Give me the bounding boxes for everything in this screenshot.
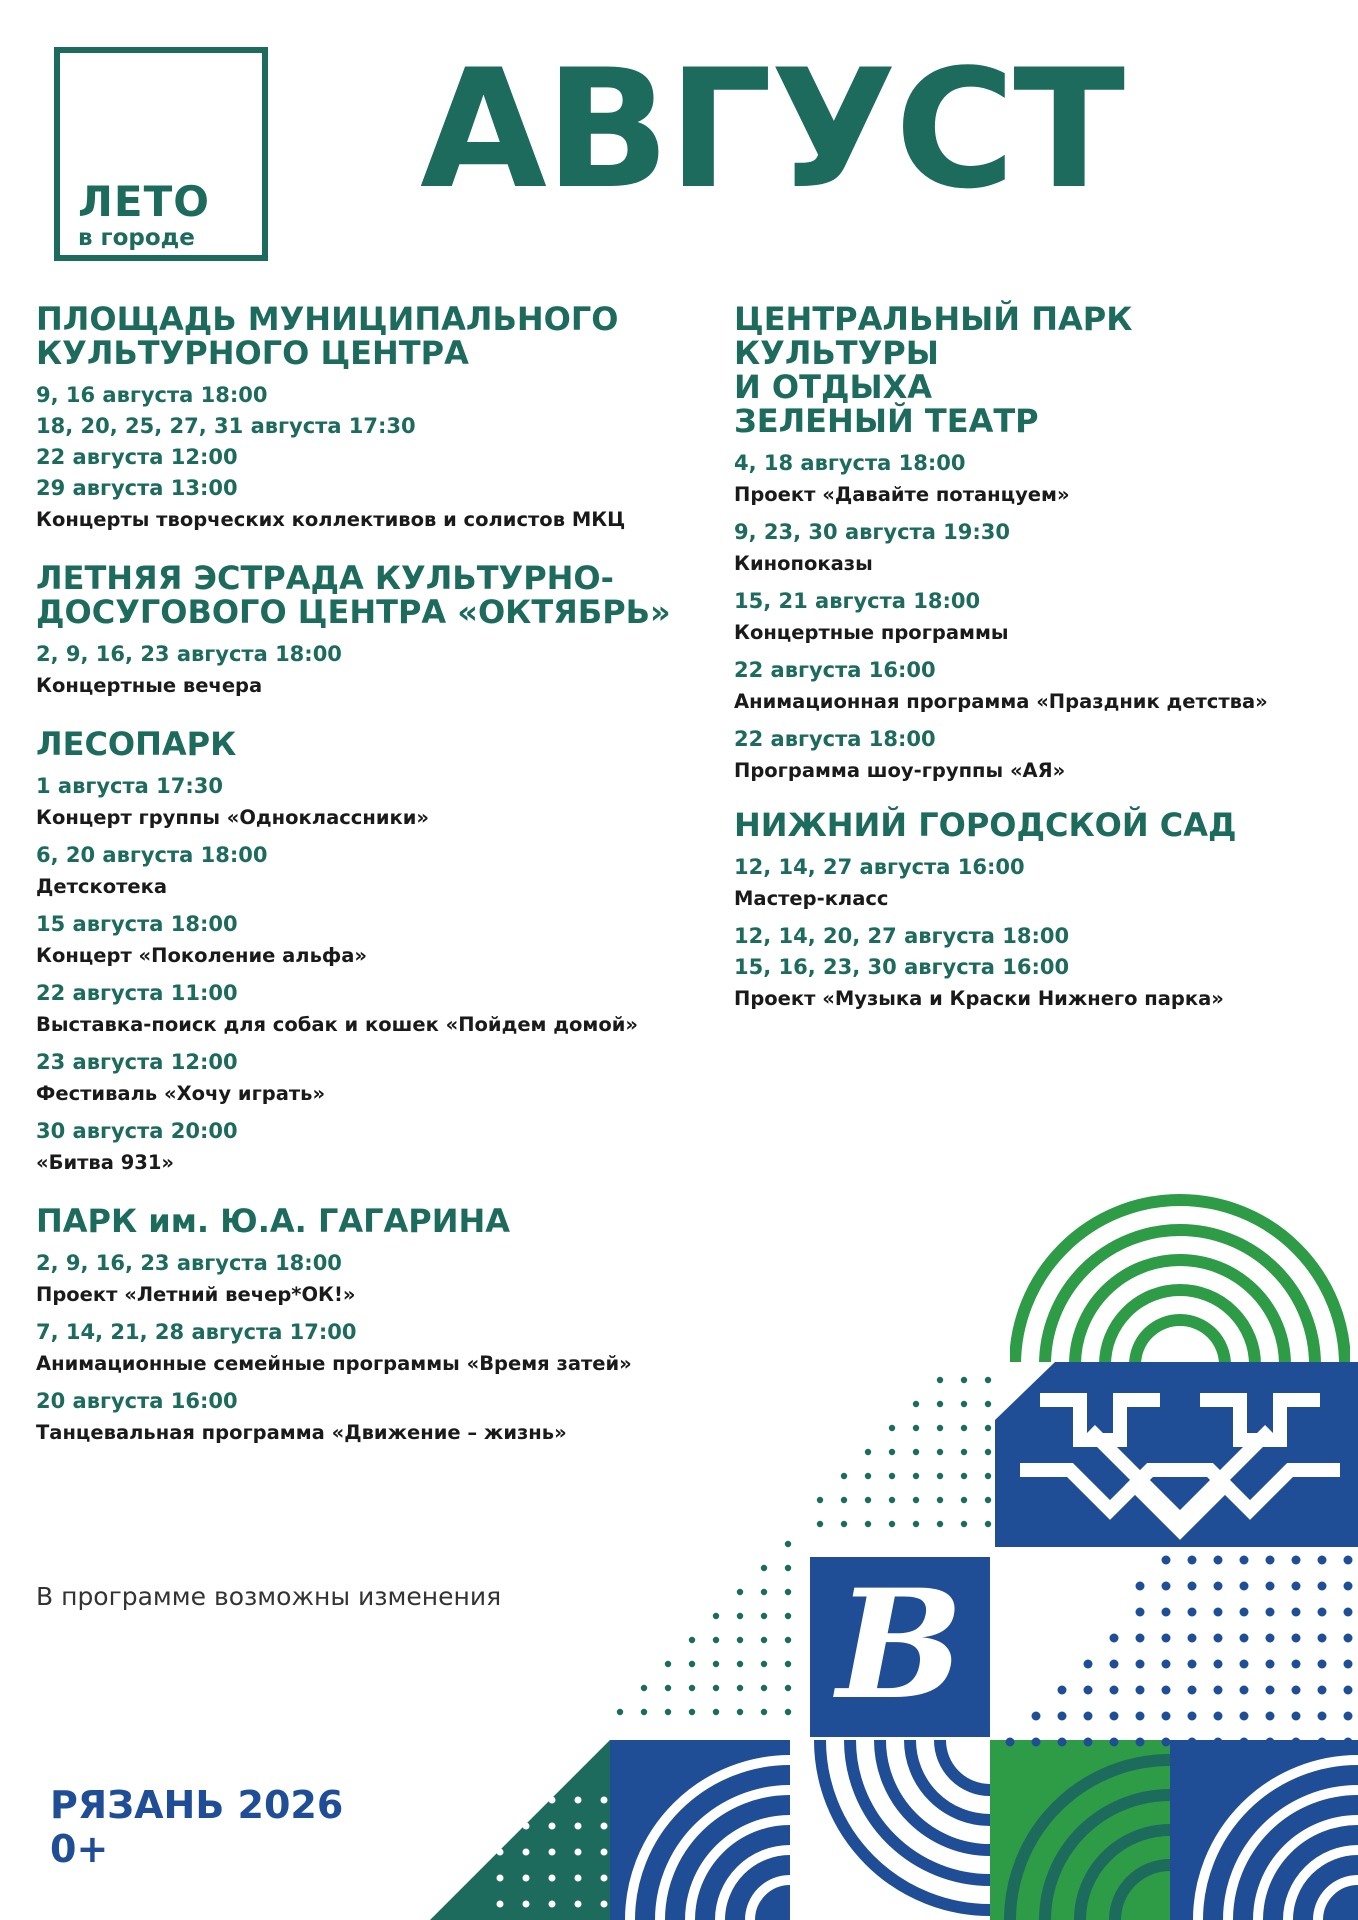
decor-dot	[841, 1473, 847, 1479]
decor-dot	[985, 1497, 991, 1503]
decor-dot	[1162, 1686, 1171, 1695]
decor-dot	[761, 1613, 767, 1619]
decor-dot	[713, 1709, 719, 1715]
decor-dot	[1110, 1660, 1119, 1669]
decor-dot	[937, 1377, 943, 1383]
venue-title-line: ЛЕТНЯЯ ЭСТРАДА КУЛЬТУРНО-	[36, 559, 614, 597]
decor-dot	[985, 1377, 991, 1383]
decor-dot	[575, 1875, 582, 1882]
event-date: 15, 21 августа 18:00	[734, 589, 981, 613]
decor-dot	[1266, 1738, 1275, 1747]
venue-title	[734, 808, 1344, 842]
event-description: Кинопоказы	[734, 552, 873, 575]
event-date: 22 августа 18:00	[734, 727, 936, 751]
event-description: Концерт группы «Одноклассники»	[36, 806, 429, 829]
decor-dot	[961, 1473, 967, 1479]
decor-dot	[937, 1473, 943, 1479]
decor-dot	[1006, 1738, 1015, 1747]
decor-dot	[689, 1661, 695, 1667]
decor-dot	[1266, 1686, 1275, 1695]
decor-dot	[961, 1521, 967, 1527]
decor-dot	[689, 1709, 695, 1715]
decor-dot	[1318, 1582, 1327, 1591]
teal-triangle	[430, 1740, 610, 1920]
decor-dot	[1032, 1712, 1041, 1721]
decor-dot	[913, 1497, 919, 1503]
decor-dot	[1266, 1660, 1275, 1669]
decor-dot	[785, 1589, 791, 1595]
decor-dot	[549, 1849, 556, 1856]
decor-dot	[1214, 1634, 1223, 1643]
decor-dot	[761, 1565, 767, 1571]
decor-dot	[601, 1797, 608, 1804]
decor-dot	[1318, 1686, 1327, 1695]
decor-dot	[785, 1661, 791, 1667]
decor-dot	[497, 1849, 504, 1856]
venue-title	[734, 302, 1344, 438]
decor-dot	[1292, 1634, 1301, 1643]
decor-dot	[913, 1521, 919, 1527]
decor-dot	[889, 1521, 895, 1527]
decor-dot	[785, 1637, 791, 1643]
decor-dot	[961, 1497, 967, 1503]
decor-dot	[497, 1901, 504, 1908]
decor-dot	[737, 1709, 743, 1715]
decor-dot	[1292, 1712, 1301, 1721]
blue-arcs-tile-2	[1170, 1740, 1358, 1920]
event-description: Концерт «Поколение альфа»	[36, 944, 368, 967]
decor-dot	[785, 1685, 791, 1691]
logo-subtitle: в городе	[78, 225, 195, 251]
leto-logo	[54, 47, 268, 261]
decor-dot	[737, 1661, 743, 1667]
decor-dot	[665, 1685, 671, 1691]
event-date: 9, 16 августа 18:00	[36, 383, 268, 407]
decor-dot	[1318, 1660, 1327, 1669]
decor-dot	[1344, 1556, 1353, 1565]
decor-dot	[913, 1401, 919, 1407]
decor-dot	[1110, 1634, 1119, 1643]
decor-dot	[665, 1661, 671, 1667]
venue-title-line: ПЛОЩАДЬ МУНИЦИПАЛЬНОГО	[36, 300, 619, 338]
event-description: Программа шоу-группы «АЯ»	[734, 759, 1066, 782]
decor-dot	[1344, 1634, 1353, 1643]
venue-title-line: КУЛЬТУРНОГО ЦЕНТРА	[36, 334, 469, 372]
decor-dot	[761, 1637, 767, 1643]
decor-dot	[1344, 1608, 1353, 1617]
decor-dot	[1292, 1608, 1301, 1617]
decor-dot	[1084, 1712, 1093, 1721]
venue-block	[734, 302, 1344, 786]
decor-dot	[913, 1473, 919, 1479]
decor-dot	[1318, 1738, 1327, 1747]
decor-dot	[865, 1449, 871, 1455]
changes-note: В программе возможны изменения	[36, 1582, 502, 1611]
decor-dot	[523, 1901, 530, 1908]
month-title: АВГУСТ	[420, 34, 1124, 225]
decor-dot	[817, 1521, 823, 1527]
event-date: 6, 20 августа 18:00	[36, 843, 268, 867]
decor-dot	[601, 1875, 608, 1882]
decor-dot	[1136, 1660, 1145, 1669]
decor-dot	[1136, 1608, 1145, 1617]
decor-dot	[985, 1401, 991, 1407]
event-date: 12, 14, 27 августа 16:00	[734, 855, 1025, 879]
venue-title	[36, 727, 686, 761]
decor-dot	[865, 1497, 871, 1503]
decor-dot	[1188, 1738, 1197, 1747]
event-description: Выставка-поиск для собак и кошек «Пойдем домой»	[36, 1013, 639, 1036]
decor-dot	[549, 1875, 556, 1882]
decor-dot	[889, 1425, 895, 1431]
event-date: 29 августа 13:00	[36, 476, 238, 500]
venue-title	[36, 561, 686, 629]
decor-dot	[713, 1685, 719, 1691]
event-date: 2, 9, 16, 23 августа 18:00	[36, 1251, 342, 1275]
decor-dot	[1188, 1660, 1197, 1669]
venue-block	[36, 727, 686, 1178]
decor-dot	[961, 1401, 967, 1407]
decor-dot	[601, 1823, 608, 1830]
decor-dot	[1292, 1582, 1301, 1591]
decor-dot	[1188, 1582, 1197, 1591]
decor-dot	[1344, 1686, 1353, 1695]
decor-dot	[1162, 1660, 1171, 1669]
right-schedule-column	[734, 302, 1344, 1028]
decor-dot	[575, 1797, 582, 1804]
event-description: Концерты творческих коллективов и солистов МКЦ	[36, 508, 626, 531]
decor-dot	[523, 1823, 530, 1830]
decor-dot	[1214, 1582, 1223, 1591]
decor-dot	[1240, 1608, 1249, 1617]
blue-arcs-tile-1	[610, 1740, 950, 1920]
venue-block	[36, 561, 686, 701]
decor-dot	[889, 1497, 895, 1503]
decor-dot	[1214, 1660, 1223, 1669]
decor-dot	[575, 1849, 582, 1856]
decor-dot	[1266, 1582, 1275, 1591]
decor-dot	[1214, 1738, 1223, 1747]
decor-dot	[913, 1425, 919, 1431]
decor-dot	[737, 1589, 743, 1595]
decor-dot	[1292, 1556, 1301, 1565]
decor-dot	[1292, 1660, 1301, 1669]
decor-dot	[1162, 1712, 1171, 1721]
blue-folk-band	[995, 1362, 1358, 1547]
decor-dot	[737, 1685, 743, 1691]
decor-dot	[1188, 1712, 1197, 1721]
event-date: 22 августа 11:00	[36, 981, 238, 1005]
decor-dot	[1214, 1608, 1223, 1617]
venue-title-line: ДОСУГОВОГО ЦЕНТРА «ОКТЯБРЬ»	[36, 593, 671, 631]
city-year: РЯЗАНЬ 2026	[50, 1783, 344, 1827]
decor-dot	[523, 1875, 530, 1882]
decor-dot	[1318, 1608, 1327, 1617]
decor-dot	[689, 1637, 695, 1643]
decor-dot	[1240, 1660, 1249, 1669]
decor-dot	[937, 1425, 943, 1431]
decor-dot	[549, 1823, 556, 1830]
letter-b-emblem	[810, 1557, 990, 1737]
decor-dot	[761, 1661, 767, 1667]
decor-dot	[961, 1377, 967, 1383]
decor-dot	[1110, 1686, 1119, 1695]
venue-title-line: ПАРК им. Ю.А. ГАГАРИНА	[36, 1202, 511, 1240]
event-description: Анимационная программа «Праздник детства»	[734, 690, 1268, 713]
decor-dot	[1084, 1660, 1093, 1669]
decor-dot	[985, 1473, 991, 1479]
event-description: Проект «Летний вечер*ОК!»	[36, 1283, 356, 1306]
decor-dot	[1240, 1686, 1249, 1695]
decor-dot	[1058, 1686, 1067, 1695]
decor-dot	[689, 1685, 695, 1691]
decor-dot	[1162, 1556, 1171, 1565]
decor-dot	[1110, 1712, 1119, 1721]
decor-dot	[601, 1901, 608, 1908]
decor-dot	[1162, 1634, 1171, 1643]
decor-dot	[1058, 1738, 1067, 1747]
decor-dot	[937, 1449, 943, 1455]
decor-dot	[961, 1449, 967, 1455]
svg-text:B: B	[836, 1557, 964, 1733]
decor-dot	[1214, 1712, 1223, 1721]
event-date: 7, 14, 21, 28 августа 17:00	[36, 1320, 357, 1344]
venue-title-line: ЦЕНТРАЛЬНЫЙ ПАРК КУЛЬТУРЫ	[734, 300, 1133, 372]
decor-dot	[665, 1709, 671, 1715]
decor-dot	[737, 1637, 743, 1643]
decor-dot	[549, 1901, 556, 1908]
event-date: 9, 23, 30 августа 19:30	[734, 520, 1011, 544]
event-date: 2, 9, 16, 23 августа 18:00	[36, 642, 342, 666]
decor-dot	[737, 1613, 743, 1619]
venue-title-line: НИЖНИЙ ГОРОДСКОЙ САД	[734, 806, 1237, 844]
event-description: Мастер-класс	[734, 887, 889, 910]
decor-dot	[1136, 1634, 1145, 1643]
decor-dot	[865, 1473, 871, 1479]
event-date: 12, 14, 20, 27 августа 18:00	[734, 924, 1070, 948]
decor-dot	[1240, 1738, 1249, 1747]
decor-dot	[1162, 1738, 1171, 1747]
decor-dot	[1266, 1608, 1275, 1617]
decor-dot	[1188, 1608, 1197, 1617]
event-date: 15 августа 18:00	[36, 912, 238, 936]
decor-dot	[523, 1849, 530, 1856]
decor-dot	[1240, 1634, 1249, 1643]
decor-dot	[785, 1565, 791, 1571]
decor-dot	[1188, 1634, 1197, 1643]
decor-dot	[575, 1823, 582, 1830]
decor-dot	[937, 1521, 943, 1527]
decor-dot	[1318, 1556, 1327, 1565]
venue-title-line: ЛЕСОПАРК	[36, 725, 237, 763]
decor-dot	[575, 1901, 582, 1908]
decor-dot	[1136, 1712, 1145, 1721]
event-description: Проект «Давайте потанцуем»	[734, 483, 1070, 506]
decor-dot	[1344, 1582, 1353, 1591]
decor-dot	[1058, 1712, 1067, 1721]
decor-dot	[1240, 1712, 1249, 1721]
event-description: Фестиваль «Хочу играть»	[36, 1082, 326, 1105]
event-date: 22 августа 12:00	[36, 445, 238, 469]
decor-dot	[841, 1521, 847, 1527]
decor-dot	[641, 1685, 647, 1691]
decor-dot	[841, 1497, 847, 1503]
event-date: 1 августа 17:30	[36, 774, 223, 798]
decor-dot	[817, 1497, 823, 1503]
decor-dot	[1344, 1712, 1353, 1721]
decor-dot	[713, 1613, 719, 1619]
decor-dot	[889, 1449, 895, 1455]
folk-pattern-ornament	[430, 1180, 1358, 1920]
decor-dot	[1240, 1582, 1249, 1591]
event-date: 18, 20, 25, 27, 31 августа 17:30	[36, 414, 416, 438]
decor-dot	[1240, 1556, 1249, 1565]
decor-dot	[549, 1797, 556, 1804]
decor-dot	[761, 1709, 767, 1715]
event-description: Концертные программы	[734, 621, 1009, 644]
decor-dot	[1318, 1712, 1327, 1721]
decor-dot	[497, 1875, 504, 1882]
decor-dot	[1318, 1634, 1327, 1643]
decor-dot	[865, 1521, 871, 1527]
venue-title-line: ЗЕЛЕНЫЙ ТЕАТР	[734, 402, 1039, 440]
logo-title: ЛЕТО	[78, 177, 210, 226]
decor-dot	[937, 1401, 943, 1407]
decor-dot	[1344, 1738, 1353, 1747]
decor-dot	[1266, 1634, 1275, 1643]
decor-dot	[1110, 1738, 1119, 1747]
venue-title	[36, 302, 686, 370]
decor-dot	[961, 1425, 967, 1431]
decor-dot	[1032, 1738, 1041, 1747]
decor-dot	[1136, 1686, 1145, 1695]
decor-dot	[617, 1709, 623, 1715]
decor-dot	[1084, 1686, 1093, 1695]
decor-dot	[1162, 1582, 1171, 1591]
decor-dot	[1188, 1686, 1197, 1695]
decor-dot	[713, 1661, 719, 1667]
decor-dot	[1136, 1582, 1145, 1591]
decor-dot	[1084, 1738, 1093, 1747]
decor-dot	[761, 1589, 767, 1595]
decor-dot	[785, 1709, 791, 1715]
age-rating: 0+	[50, 1827, 109, 1871]
decor-dot	[985, 1449, 991, 1455]
decor-dot	[1162, 1608, 1171, 1617]
decor-dot	[985, 1425, 991, 1431]
event-date: 20 августа 16:00	[36, 1389, 238, 1413]
decor-dot	[985, 1521, 991, 1527]
decor-dot	[937, 1497, 943, 1503]
decor-dot	[1292, 1738, 1301, 1747]
event-description: Проект «Музыка и Краски Нижнего парка»	[734, 987, 1224, 1010]
event-date: 22 августа 16:00	[734, 658, 936, 682]
decor-dot	[713, 1637, 719, 1643]
decor-dot	[601, 1849, 608, 1856]
event-date: 4, 18 августа 18:00	[734, 451, 966, 475]
decor-dot	[1344, 1660, 1353, 1669]
event-date: 23 августа 12:00	[36, 1050, 238, 1074]
event-description: Концертные вечера	[36, 674, 263, 697]
decor-dot	[1136, 1738, 1145, 1747]
decor-dot	[1214, 1686, 1223, 1695]
decor-dot	[761, 1685, 767, 1691]
decor-dot	[1266, 1556, 1275, 1565]
decor-dot	[1214, 1556, 1223, 1565]
event-description: Детскотека	[36, 875, 168, 898]
event-description: Танцевальная программа «Движение – жизнь»	[36, 1421, 567, 1444]
event-description: «Битва 931»	[36, 1151, 175, 1174]
event-description: Анимационные семейные программы «Время затей»	[36, 1352, 632, 1375]
decor-dot	[641, 1709, 647, 1715]
decor-dot	[1266, 1712, 1275, 1721]
decor-dot	[1188, 1556, 1197, 1565]
decor-dot	[1292, 1686, 1301, 1695]
decor-dot	[913, 1449, 919, 1455]
venue-block	[734, 808, 1344, 1014]
decor-dot	[889, 1473, 895, 1479]
event-date: 30 августа 20:00	[36, 1119, 238, 1143]
decor-dot	[785, 1613, 791, 1619]
event-date: 15, 16, 23, 30 августа 16:00	[734, 955, 1070, 979]
decor-dot	[785, 1541, 791, 1547]
venue-title-line: И ОТДЫХА	[734, 368, 933, 406]
venue-block	[36, 302, 686, 535]
